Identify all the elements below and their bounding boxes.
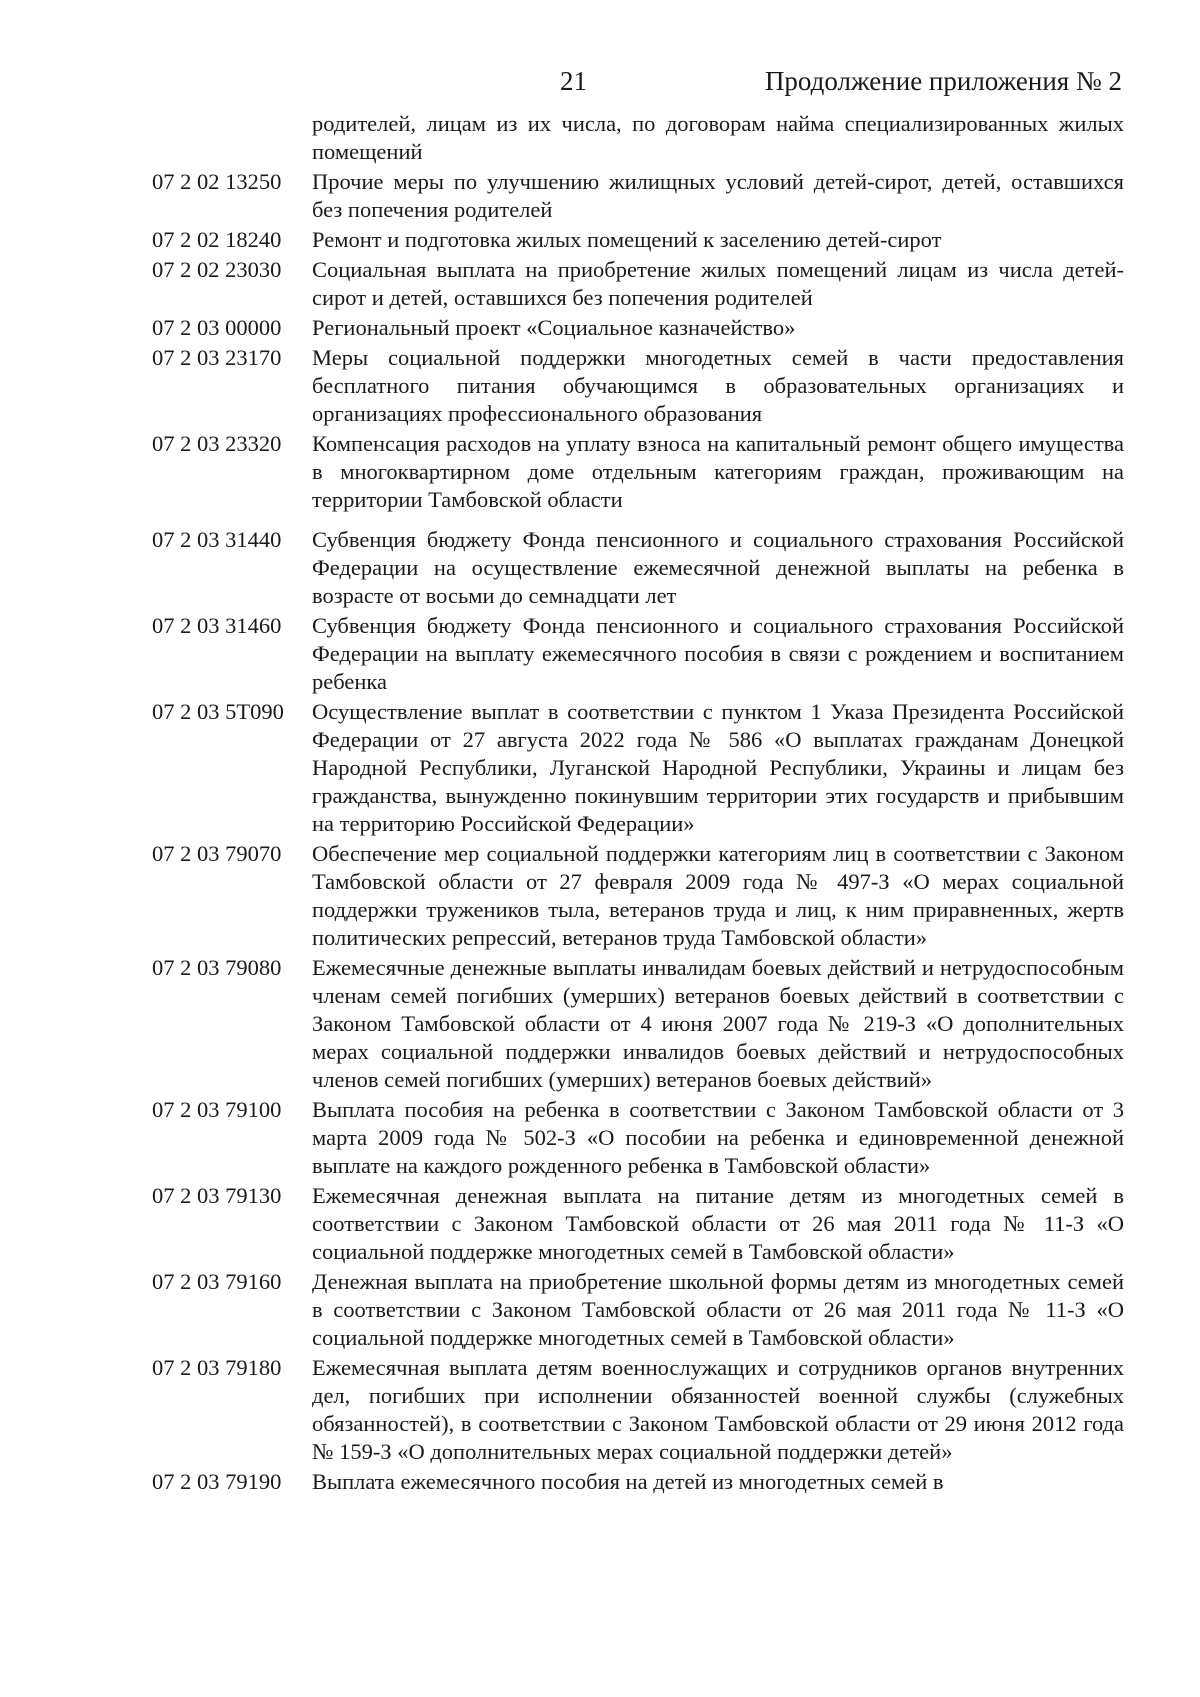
budget-code: 07 2 03 79190 [152, 1469, 282, 1494]
list-item [152, 226, 1124, 254]
page-header [0, 66, 1200, 106]
item-description: Выплата ежемесячного пособия на детей из многодетных семей в [312, 1469, 944, 1494]
budget-code: 07 2 03 00000 [152, 315, 282, 340]
list-item [152, 840, 1124, 952]
list-item [152, 314, 1124, 342]
budget-code: 07 2 03 5Т090 [152, 699, 284, 724]
item-description: Ремонт и подготовка жилых помещений к заселению детей-сирот [312, 227, 942, 252]
budget-code-list [152, 110, 1124, 1496]
page-number: 21 [560, 66, 587, 96]
item-description: Региональный проект «Социальное казначейство» [312, 315, 796, 340]
budget-code: 07 2 03 23170 [152, 345, 282, 370]
item-description: Ежемесячная выплата детям военнослужащих и сотрудников органов внутренних дел, погибших при исполнении обязанностей военной службы (служебных обязанностей), в соответствии с Законом Тамбовской области от 29 июня 2012 года № 159-З «О дополнительных мерах социальной поддержки детей» [312, 1355, 1124, 1464]
item-description: Выплата пособия на ребенка в соответствии с Законом Тамбовской области от 3 марта 2009 года № 502-З «О пособии на ребенка и единовременной денежной выплате на каждого рожденного ребенка в Тамбовской области» [312, 1097, 1124, 1178]
item-description: Прочие меры по улучшению жилищных условий детей-сирот, детей, оставшихся без попечения родителей [312, 169, 1124, 222]
item-description: Социальная выплата на приобретение жилых помещений лицам из числа детей-сирот и детей, оставшихся без попечения родителей [312, 257, 1124, 310]
budget-code: 07 2 03 31460 [152, 613, 282, 638]
item-description: Ежемесячные денежные выплаты инвалидам боевых действий и нетрудоспособным членам семей погибших (умерших) ветеранов боевых действий в соответствии с Законом Тамбовской области от 4 июня 2007 года № 219-З «О дополнительных мерах социальной поддержки инвалидов боевых действий и нетрудоспособных членов семей погибших (умерших) ветеранов боевых действий» [312, 955, 1124, 1092]
appendix-continuation-note: Продолжение приложения № 2 [764, 66, 1122, 96]
list-item [152, 1096, 1124, 1180]
list-item [152, 612, 1124, 696]
item-description: Денежная выплата на приобретение школьной формы детям из многодетных семей в соответствии с Законом Тамбовской области от 26 мая 2011 года № 11-З «О социальной поддержке многодетных семей в Тамбовской области» [312, 1269, 1124, 1350]
list-item [152, 256, 1124, 312]
list-item [152, 1182, 1124, 1266]
item-description: Субвенция бюджету Фонда пенсионного и социального страхования Российской Федерации на выплату ежемесячного пособия в связи с рождением и воспитанием ребенка [312, 613, 1124, 694]
list-item [152, 698, 1124, 838]
list-item [152, 1268, 1124, 1352]
item-description: Субвенция бюджету Фонда пенсионного и социального страхования Российской Федерации на осуществление ежемесячной денежной выплаты на ребенка в возрасте от восьми до семнадцати лет [312, 527, 1124, 608]
budget-code: 07 2 03 79080 [152, 955, 282, 980]
list-item [152, 344, 1124, 428]
item-description: Осуществление выплат в соответствии с пунктом 1 Указа Президента Российской Федерации от 27 августа 2022 года № 586 «О выплатах гражданам Донецкой Народной Республики, Луганской Народной Республики, Украины и лицам без гражданства, вынужденно покинувшим территории этих государств и прибывшим на территорию Российской Федерации» [312, 699, 1124, 836]
budget-code: 07 2 03 79070 [152, 841, 282, 866]
list-item [152, 954, 1124, 1094]
list-item [152, 1354, 1124, 1466]
budget-code: 07 2 02 23030 [152, 257, 282, 282]
budget-code: 07 2 02 18240 [152, 227, 282, 252]
list-item [152, 168, 1124, 224]
budget-code: 07 2 03 79130 [152, 1183, 282, 1208]
item-description: Ежемесячная денежная выплата на питание детям из многодетных семей в соответствии с Законом Тамбовской области от 26 мая 2011 года № 11-З «О социальной поддержке многодетных семей в Тамбовской области» [312, 1183, 1124, 1264]
budget-code: 07 2 03 79160 [152, 1269, 282, 1294]
item-description: Обеспечение мер социальной поддержки категориям лиц в соответствии с Законом Тамбовской области от 27 февраля 2009 года № 497-З «О мерах социальной поддержки тружеников тыла, ветеранов труда и лиц, к ним приравненных, жертв политических репрессий, ветеранов труда Тамбовской области» [312, 841, 1124, 950]
item-description: Компенсация расходов на уплату взноса на капитальный ремонт общего имущества в многоквартирном доме отдельным категориям граждан, проживающим на территории Тамбовской области [312, 431, 1124, 512]
budget-code: 07 2 03 31440 [152, 527, 282, 552]
budget-code: 07 2 03 79180 [152, 1355, 282, 1380]
list-item [152, 430, 1124, 514]
budget-code: 07 2 03 79100 [152, 1097, 282, 1122]
item-description: родителей, лицам из их числа, по договорам найма специализированных жилых помещений [312, 111, 1124, 164]
list-item [152, 1468, 1124, 1496]
item-description: Меры социальной поддержки многодетных семей в части предоставления бесплатного питания обучающимся в образовательных организациях и организациях профессионального образования [312, 345, 1124, 426]
budget-code: 07 2 02 13250 [152, 169, 282, 194]
budget-code: 07 2 03 23320 [152, 431, 282, 456]
list-item [152, 526, 1124, 610]
list-item [152, 110, 1124, 166]
